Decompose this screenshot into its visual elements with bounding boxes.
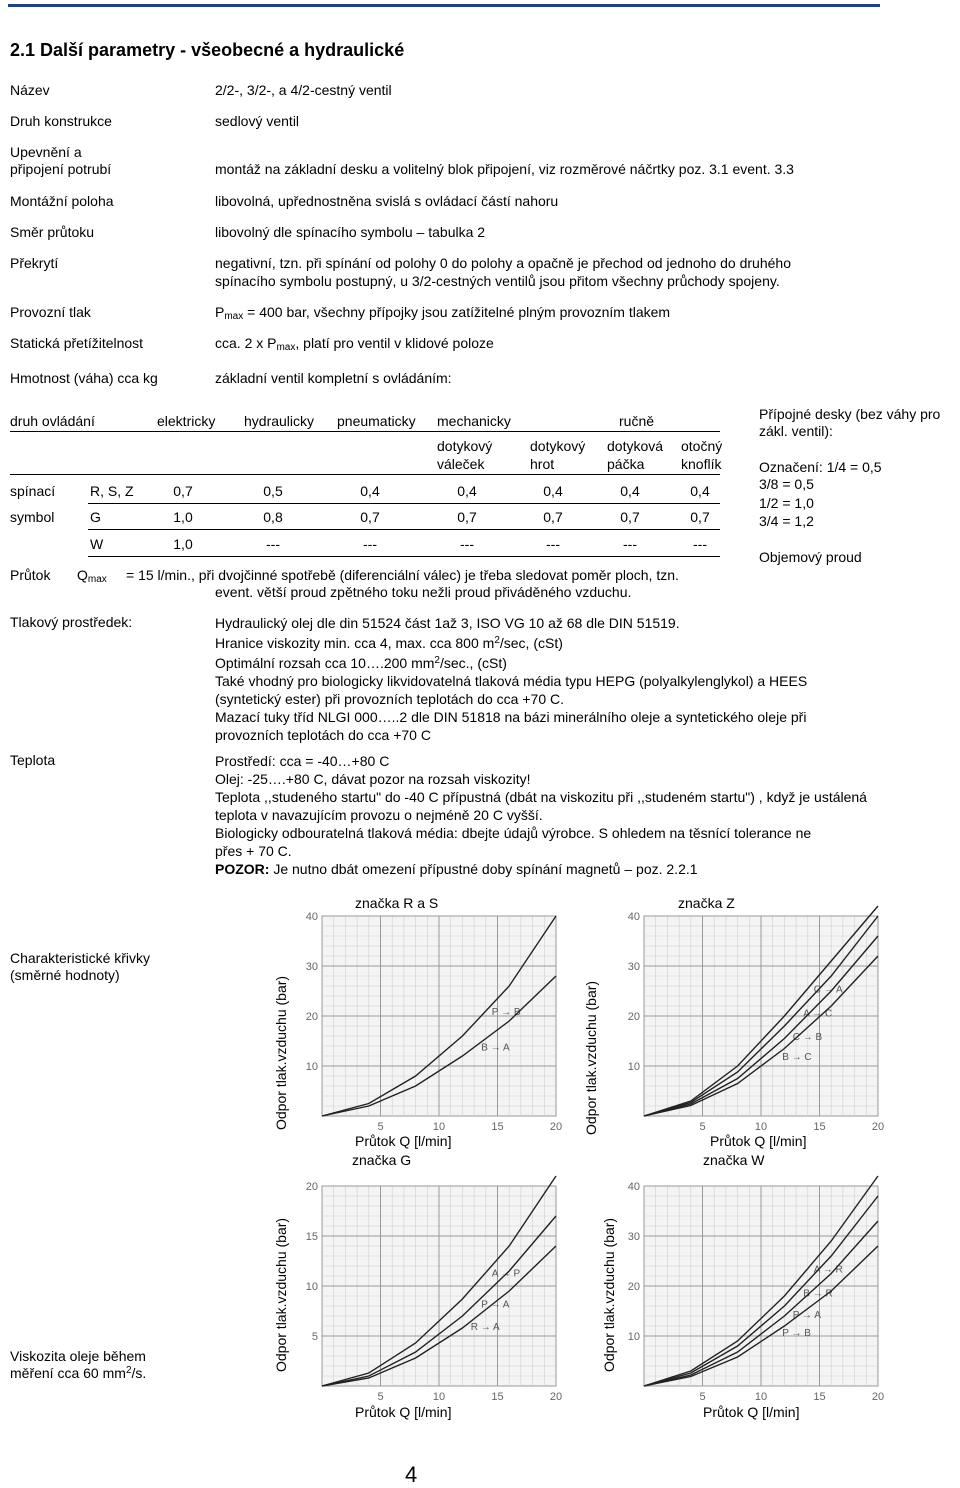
x-tick-label: 15 xyxy=(813,1121,826,1133)
table-cell: 0,7 xyxy=(173,483,193,499)
chart-2 xyxy=(290,1181,563,1407)
table-row-code: R, S, Z xyxy=(90,483,134,499)
chart-title: značka W xyxy=(703,1152,765,1168)
series-label: B → R xyxy=(803,1288,833,1300)
value-smer: libovolný dle spínacího symbolu – tabulka 2 xyxy=(215,224,486,240)
table-header-druh: druh ovládání xyxy=(10,413,95,429)
sub-header-3a: dotyková xyxy=(607,438,664,454)
label-staticka: Statická přetížitelnost xyxy=(10,335,144,351)
sub-header-3b: páčka xyxy=(607,456,645,472)
side-note-2: zákl. ventil): xyxy=(759,423,833,439)
table-cell: --- xyxy=(623,536,637,552)
table-rule-header xyxy=(10,431,720,432)
table-rule-sub xyxy=(10,474,720,475)
label-montazni: Montážní poloha xyxy=(10,193,114,209)
value-montazni: libovolná, upřednostněna svislá s ovládací částí nahoru xyxy=(215,193,559,209)
chart-title: značka Z xyxy=(678,895,735,911)
x-tick-label: 10 xyxy=(754,1391,768,1403)
label-nazev: Název xyxy=(10,82,50,98)
table-header-pneumaticky: pneumaticky xyxy=(337,413,416,429)
y-tick-label: 10 xyxy=(305,1061,318,1073)
chart-y-label: Odpor tlak.vzduchu (bar) xyxy=(601,1217,617,1372)
side-oznaceni-3: 1/2 = 1,0 xyxy=(759,495,814,511)
y-tick-label: 5 xyxy=(311,1331,318,1343)
char-caption-2: (směrné hodnoty) xyxy=(10,967,120,983)
table-cell: 0,4 xyxy=(620,483,640,499)
table-cell: 0,4 xyxy=(690,483,710,499)
series-label: B → C xyxy=(782,1051,812,1063)
y-tick-label: 10 xyxy=(305,1281,318,1293)
x-tick-label: 15 xyxy=(491,1391,504,1403)
visk-caption-2: měření cca 60 $mm^2/s$. xyxy=(10,1365,147,1381)
table-cell: 0,7 xyxy=(690,509,710,525)
table-cell: --- xyxy=(266,536,280,552)
x-tick-label: 10 xyxy=(432,1121,446,1133)
side-oznaceni-2: 3/8 = 0,5 xyxy=(759,476,814,492)
visk-caption-1: Viskozita oleje během xyxy=(10,1348,146,1364)
label-smer: Směr průtoku xyxy=(10,224,95,240)
x-tick-label: 15 xyxy=(813,1391,826,1403)
top-rule xyxy=(8,4,880,7)
table-header-mechanicky: mechanicky xyxy=(437,413,511,429)
chart-svg xyxy=(290,911,563,1134)
label-prutok: Průtok xyxy=(10,567,51,583)
y-tick-label: 15 xyxy=(305,1231,318,1243)
x-tick-label: 20 xyxy=(871,1391,885,1403)
series-label: P → B xyxy=(491,1007,521,1018)
y-tick-label: 40 xyxy=(627,911,640,923)
series-label: A → R xyxy=(813,1264,843,1276)
table-cell: 0,7 xyxy=(457,509,477,525)
side-oznaceni-4: 3/4 = 1,2 xyxy=(759,513,814,529)
side-oznaceni-1: Označení: 1/4 = 0,5 xyxy=(759,459,882,475)
chart-1 xyxy=(612,911,885,1137)
page-number: 4 xyxy=(405,1462,418,1487)
table-cell: 0,8 xyxy=(263,509,283,525)
table-cell: --- xyxy=(693,536,707,552)
chart-svg xyxy=(612,1181,885,1404)
chart-svg xyxy=(290,1181,563,1404)
table-row-rule xyxy=(88,556,720,557)
chart-y-label: Odpor tlak.vzduchu (bar) xyxy=(273,1217,289,1372)
table-cell: --- xyxy=(363,536,377,552)
table-header-hydraulicky: hydraulicky xyxy=(244,413,315,429)
table-row-rule xyxy=(88,529,720,530)
table-header-elektricky: elektricky xyxy=(157,413,216,429)
section-title: 2.1 Další parametry - všeobecné a hydraulické xyxy=(10,40,405,60)
side-note-1: Přípojné desky (bez váhy pro xyxy=(759,406,941,422)
sub-header-1b: váleček xyxy=(437,456,485,472)
x-tick-label: 10 xyxy=(754,1121,768,1133)
y-tick-label: 20 xyxy=(305,1181,318,1193)
sub-header-2a: dotykový xyxy=(530,438,586,454)
sub-header-2b: hrot xyxy=(530,456,555,472)
x-tick-label: 5 xyxy=(377,1121,384,1133)
x-tick-label: 5 xyxy=(377,1391,384,1403)
q-max: $Q_{max}$ xyxy=(77,567,107,585)
chart-y-label: Odpor tlak.vzduchu (bar) xyxy=(583,980,599,1135)
value-provozni: $P_{max} = 400$ bar, všechny přípojky jsou zatížitelné plným provozním tlakem xyxy=(215,304,671,322)
row-label-spinaci: spínací xyxy=(10,483,56,499)
chart-title: značka G xyxy=(352,1152,412,1168)
label-prekryti: Překrytí xyxy=(10,255,59,271)
x-tick-label: 5 xyxy=(699,1121,706,1133)
prutok-line-1: = 15 l/min., při dvojčinné spotřebě (diferenciální válec) je třeba sledovat poměr ploch, tzn. xyxy=(126,567,679,583)
label-tlakovy: Tlakový prostředek: xyxy=(10,614,133,630)
sub-header-4a: otočný xyxy=(681,438,723,454)
series-label: A → C xyxy=(803,1008,833,1020)
table-cell: 0,4 xyxy=(457,483,477,499)
table-cell: 1,0 xyxy=(173,536,193,552)
y-tick-label: 20 xyxy=(627,1011,640,1023)
value-druh: sedlový ventil xyxy=(215,113,300,129)
y-tick-label: 30 xyxy=(305,961,318,973)
y-tick-label: 40 xyxy=(305,911,318,923)
value-prekryti-1: negativní, tzn. při spínání od polohy 0 do polohy a opačně je přechod od jednoho do druhého xyxy=(215,255,791,271)
value-upevneni: montáž na základní desku a volitelný blok připojení, viz rozměrové náčrtky poz. 3.1 event. 3.3 xyxy=(215,161,794,177)
x-tick-label: 20 xyxy=(549,1391,563,1403)
table-cell: 0,7 xyxy=(543,509,563,525)
series-label: C → B xyxy=(792,1032,823,1044)
chart-x-label: Průtok Q [l/min] xyxy=(355,1133,452,1149)
table-cell: --- xyxy=(460,536,474,552)
series-label: P → A xyxy=(481,1299,510,1311)
chart-svg xyxy=(612,911,885,1134)
series-label: P → B xyxy=(782,1328,811,1340)
side-objemovy-proud: Objemový proud xyxy=(759,549,862,565)
table-header-rucne: ručně xyxy=(619,413,655,429)
chart-x-label: Průtok Q [l/min] xyxy=(355,1404,452,1420)
x-tick-label: 15 xyxy=(491,1121,504,1133)
y-tick-label: 30 xyxy=(627,1231,640,1243)
y-tick-label: 20 xyxy=(627,1281,640,1293)
y-tick-label: 10 xyxy=(627,1061,640,1073)
sub-header-1a: dotykový xyxy=(437,438,493,454)
value-nazev: 2/2-, 3/2-, a 4/2-cestný ventil xyxy=(215,82,392,98)
x-tick-label: 20 xyxy=(871,1121,885,1133)
chart-x-label: Průtok Q [l/min] xyxy=(710,1133,807,1149)
x-tick-label: 5 xyxy=(699,1391,706,1403)
table-cell: 0,4 xyxy=(543,483,563,499)
value-staticka: cca. 2 x $P_{max}$, platí pro ventil v klidové poloze xyxy=(215,335,494,353)
chart-3 xyxy=(612,1181,885,1407)
x-tick-label: 20 xyxy=(549,1121,563,1133)
value-prekryti-2: spínacího symbolu postupný, u 3/2-cestných ventilů jsou přitom všechny průchody spojeny. xyxy=(215,273,780,289)
value-hmotnost: základní ventil kompletní s ovládáním: xyxy=(215,370,452,386)
chart-0 xyxy=(290,911,563,1137)
teplota-text: Prostředí: cca = -40…+80 C Olej: -25….+80 C, dávat pozor na rozsah viskozity! Teplota ,,studeného startu" do -40 C přípustná (dbát na viskozitu při ,,studeném startu") , když je ustálená teplota v navazujícím provozu o nejméně 20 C vyšší. Biologicky odbouratelná tlaková média: dbejte údajů výrobce. S ohledem na těsnící tolerance ne přes + 70 C. POZOR: Je nutno dbát omezení přípustné doby spínání magnetů – poz. 2.2.1 xyxy=(215,753,867,877)
char-caption-1: Charakteristické křivky xyxy=(10,950,151,966)
row-label-symbol: symbol xyxy=(10,509,55,525)
series-label: R → A xyxy=(470,1322,500,1334)
label-upevneni-1: Upevnění a xyxy=(10,144,82,160)
tlakovy-text: Hydraulický olej dle din 51524 část 1až 3, ISO VG 10 až 68 dle DIN 51519. Hranice viskozity min. cca 4, max. cca 800 $m^2/\sec$, (cSt) Optimální rozsah cca 10….200 $mm^2/\sec$., (cSt) Také vhodný pro biologicky likvidovatelná tlaková média typu HEPG (polyalkylenglykol) a HEES (syntetický ester) při provozních teplotách do cca +70 C. Mazací tuky tříd NLGI 000…..2 dle DIN 51818 na bázi minerálního oleje a syntetického oleje při provozních teplotách do cca +70 C xyxy=(215,615,808,743)
label-upevneni-2: připojení potrubí xyxy=(10,161,112,177)
table-cell: 0,7 xyxy=(360,509,380,525)
series-label: C → A xyxy=(813,984,843,996)
label-hmotnost: Hmotnost (váha) cca kg xyxy=(10,370,158,386)
table-row-code: G xyxy=(90,509,101,525)
chart-title: značka R a S xyxy=(355,895,439,911)
chart-y-label: Odpor tlak.vzduchu (bar) xyxy=(273,975,289,1130)
label-druh: Druh konstrukce xyxy=(10,113,112,129)
sub-header-4b: knoflík xyxy=(681,456,722,472)
label-provozni: Provozní tlak xyxy=(10,304,91,320)
series-label: A → P xyxy=(491,1268,521,1280)
prutok-line-2: event. větší proud zpětného toku nežli proud přiváděného vzduchu. xyxy=(215,584,632,600)
table-cell: 0,4 xyxy=(360,483,380,499)
y-tick-label: 20 xyxy=(305,1011,318,1023)
table-cell: 0,7 xyxy=(620,509,640,525)
table-row-code: W xyxy=(90,536,104,552)
y-tick-label: 40 xyxy=(627,1181,640,1193)
table-row-rule xyxy=(88,503,720,504)
y-tick-label: 30 xyxy=(627,961,640,973)
table-cell: --- xyxy=(546,536,560,552)
label-teplota: Teplota xyxy=(10,752,56,768)
chart-x-label: Průtok Q [l/min] xyxy=(703,1404,800,1420)
table-cell: 0,5 xyxy=(263,483,283,499)
y-tick-label: 10 xyxy=(627,1331,640,1343)
series-label: P → A xyxy=(792,1309,821,1321)
series-label: B → A xyxy=(481,1042,510,1054)
table-cell: 1,0 xyxy=(173,509,193,525)
x-tick-label: 10 xyxy=(432,1391,446,1403)
